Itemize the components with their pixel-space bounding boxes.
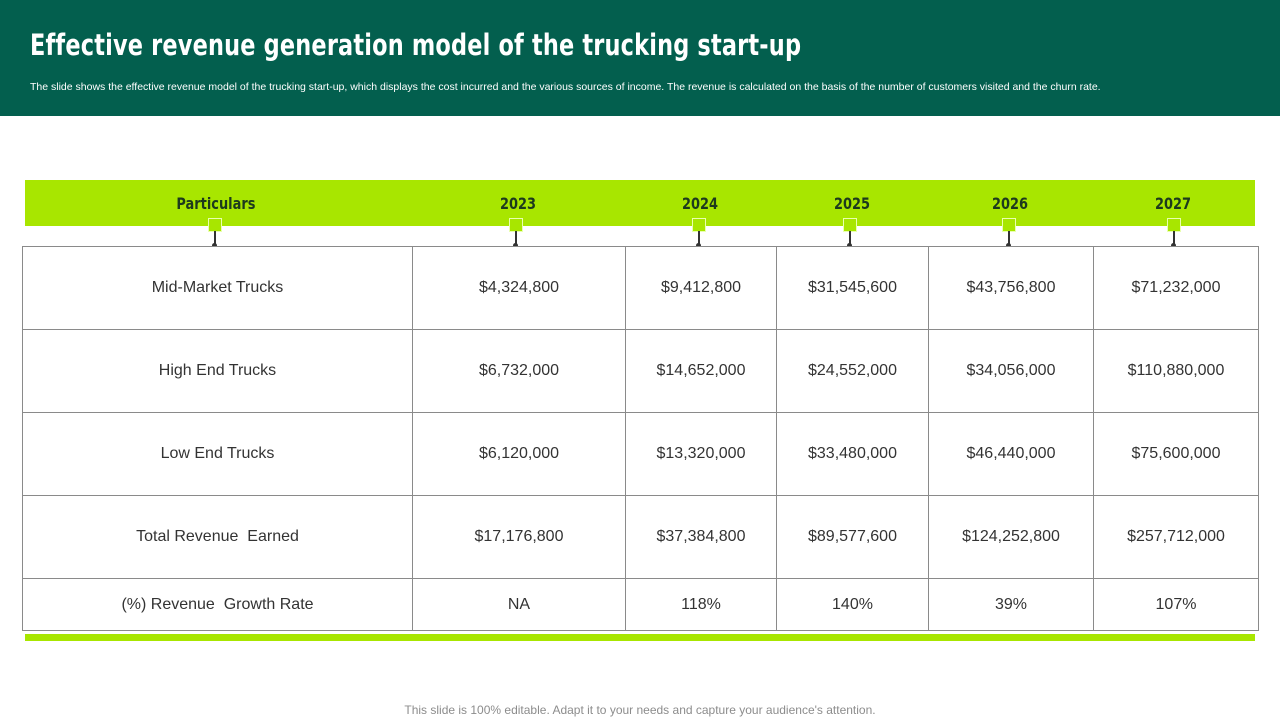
connector-marker xyxy=(509,218,523,249)
connector-marker xyxy=(1002,218,1016,249)
table-row xyxy=(23,247,1259,330)
table-cell: $24,552,000 xyxy=(777,330,929,413)
table-cell: $9,412,800 xyxy=(626,247,777,330)
table-cell: $46,440,000 xyxy=(929,413,1094,496)
connector-marker xyxy=(843,218,857,249)
table-cell: $31,545,600 xyxy=(777,247,929,330)
table-cell: $14,652,000 xyxy=(626,330,777,413)
row-label-mid-market-trucks: Mid-Market Trucks xyxy=(23,247,413,330)
connector-marker xyxy=(692,218,706,249)
table-cell: $37,384,800 xyxy=(626,496,777,579)
column-header-2027: 2027 xyxy=(1154,194,1192,213)
column-header-2026: 2026 xyxy=(992,194,1029,213)
table-cell: $13,320,000 xyxy=(626,413,777,496)
table-cell: NA xyxy=(413,579,626,631)
table-underline xyxy=(25,634,1255,641)
row-label-growth-rate: (%) Revenue Growth Rate xyxy=(23,579,413,631)
table-row xyxy=(23,496,1259,579)
page-title: Effective revenue generation model of the trucking start-up xyxy=(30,28,802,62)
page-subtitle: The slide shows the effective revenue model of the trucking start-up, which displays the cost incurred and the various sources of income. The revenue is calculated on the basis of the number of customers visited and the churn rate. xyxy=(30,81,1101,93)
footer-note: This slide is 100% editable. Adapt it to your needs and capture your audience's attention. xyxy=(404,703,876,717)
column-header-2025: 2025 xyxy=(833,194,871,213)
table-cell: $34,056,000 xyxy=(929,330,1094,413)
table-cell: $75,600,000 xyxy=(1094,413,1259,496)
table-cell: 140% xyxy=(777,579,929,631)
table-row xyxy=(23,413,1259,496)
table-cell: $257,712,000 xyxy=(1094,496,1259,579)
title-banner xyxy=(0,0,1280,116)
table-cell: $33,480,000 xyxy=(777,413,929,496)
column-header-2024: 2024 xyxy=(682,194,719,213)
table-cell: 39% xyxy=(929,579,1094,631)
connector-marker xyxy=(208,218,222,249)
table-cell: $6,120,000 xyxy=(413,413,626,496)
table-cell: $89,577,600 xyxy=(777,496,929,579)
table-cell: $6,732,000 xyxy=(413,330,626,413)
table-row xyxy=(23,579,1259,631)
table-cell: $124,252,800 xyxy=(929,496,1094,579)
connector-marker xyxy=(1167,218,1181,249)
table-cell: $17,176,800 xyxy=(413,496,626,579)
table-cell: $110,880,000 xyxy=(1094,330,1259,413)
table-cell: $71,232,000 xyxy=(1094,247,1259,330)
table-cell: $43,756,800 xyxy=(929,247,1094,330)
revenue-table xyxy=(22,246,1259,631)
row-label-high-end-trucks: High End Trucks xyxy=(23,330,413,413)
row-label-total-revenue: Total Revenue Earned xyxy=(23,496,413,579)
row-label-low-end-trucks: Low End Trucks xyxy=(23,413,413,496)
column-header-2023: 2023 xyxy=(500,194,537,213)
table-cell: 118% xyxy=(626,579,777,631)
table-cell: 107% xyxy=(1094,579,1259,631)
column-header-particulars: Particulars xyxy=(176,194,256,213)
table-cell: $4,324,800 xyxy=(413,247,626,330)
table-row xyxy=(23,330,1259,413)
